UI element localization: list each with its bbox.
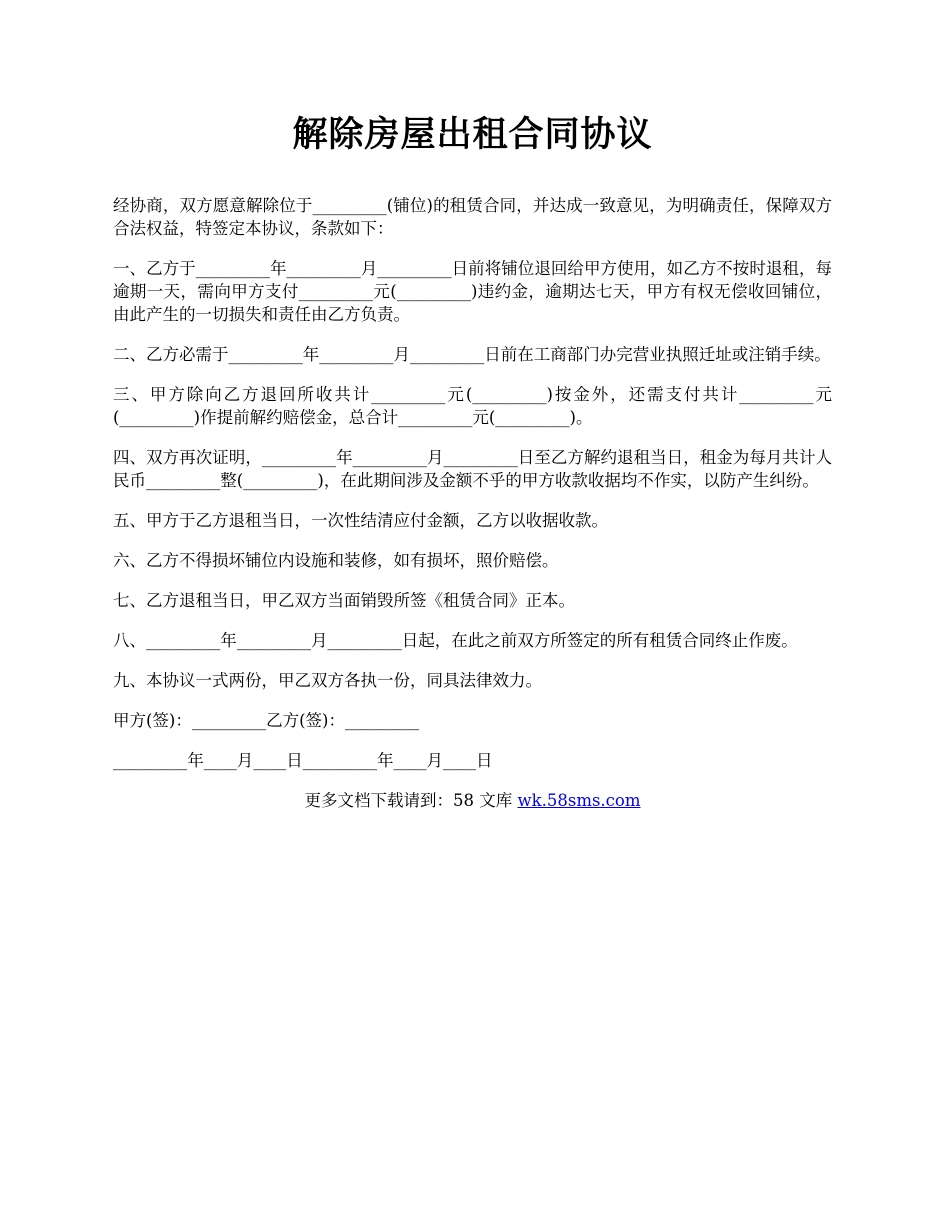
clause-8: 八、_________年_________月_________日起，在此之前双方所签定的所有租赁合同终止作废。 (113, 631, 798, 650)
intro-paragraph: 经协商，双方愿意解除位于_________(铺位)的租赁合同，并达成一致意见，为明确责任，保障双方合法权益，特签定本协议，条款如下： (113, 196, 832, 238)
clause-1: 一、乙方于_________年_________月_________日前将铺位退回给甲方使用，如乙方不按时退租，每逾期一天，需向甲方支付_________元(_________)违约金，逾期达七天，甲方有权无偿收回铺位，由此产生的一切损失和责任由乙方负责。 (113, 259, 832, 324)
clause-7: 七、乙方退租当日，甲乙双方当面销毁所签《租赁合同》正本。 (113, 591, 575, 610)
clause-5: 五、甲方于乙方退租当日，一次性结清应付金额，乙方以收据收款。 (113, 511, 608, 530)
clause-6: 六、乙方不得损坏铺位内设施和装修，如有损坏，照价赔偿。 (113, 551, 559, 570)
footer-text: 更多文档下载请到：58 文库 (304, 791, 518, 810)
clause-9: 九、本协议一式两份，甲乙双方各执一份，同具法律效力。 (113, 671, 542, 690)
clause-3: 三、甲方除向乙方退回所收共计_________元(_________)按金外，还需支付共计_________元(_________)作提前解约赔偿金，总合计_________元(_________)。 (113, 385, 832, 427)
document-title: 解除房屋出租合同协议 (292, 114, 653, 155)
date-line: _________年____月____日_________年____月____日 (113, 751, 493, 770)
clause-4: 四、双方再次证明，_________年_________月_________日至乙方解约退租当日，租金为每月共计人民币_________整(_________)，在此期间涉及金额不乎的甲方收款收据均不作实，以防产生纠纷。 (113, 448, 832, 490)
footer (113, 789, 832, 812)
clause-2: 二、乙方必需于_________年_________月_________日前在工商部门办完营业执照迁址或注销手续。 (113, 345, 831, 364)
footer-link[interactable]: wk.58sms.com (517, 791, 641, 810)
document-body (113, 194, 832, 772)
signature-line: 甲方(签)：_________乙方(签)：_________ (113, 711, 420, 730)
